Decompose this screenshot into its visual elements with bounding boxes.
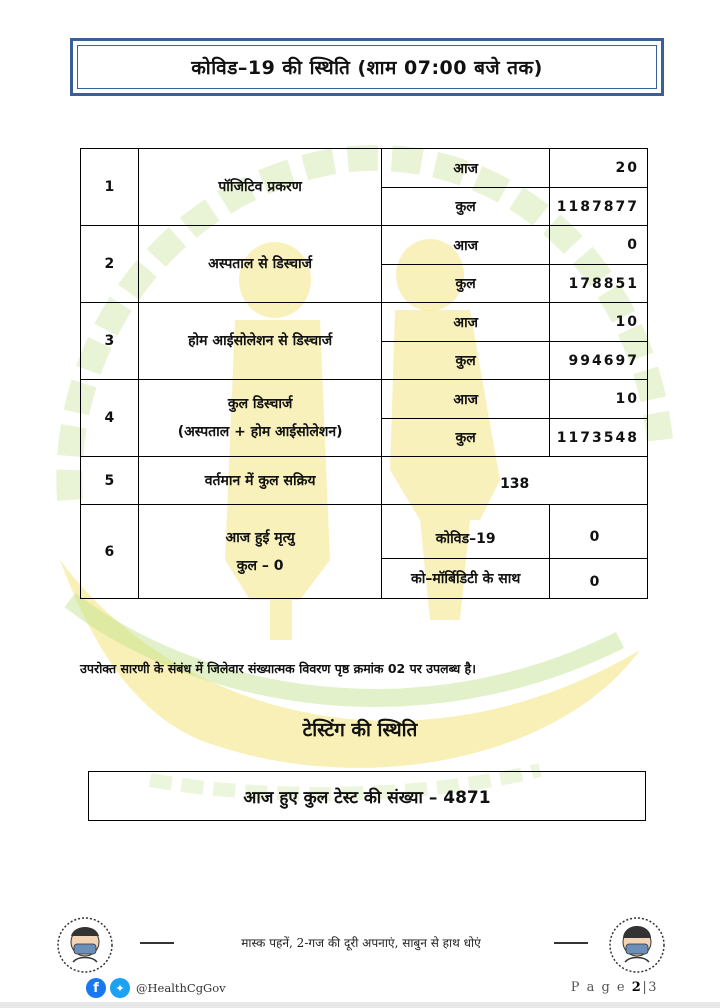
table-row [81, 457, 648, 505]
total-label: कुल [382, 342, 550, 380]
testing-section-title: टेस्टिंग की स्थिति [302, 719, 418, 741]
twitter-icon[interactable]: ✦ [110, 978, 130, 998]
total-value: 1173548 [550, 419, 648, 457]
arrow-right-icon [554, 942, 588, 944]
comorbid-death-label: को–मॉर्बिडिटी के साथ [382, 559, 550, 599]
table-row [81, 303, 648, 342]
page-total: 3 [648, 980, 658, 995]
serial-number: 2 [81, 226, 139, 303]
today-value: 0 [550, 226, 648, 265]
table-row [81, 149, 648, 188]
row-label: वर्तमान में कुल सक्रिय [138, 457, 382, 505]
footer-band [56, 916, 666, 974]
row-label-line1: आज हुई मृत्यु [225, 529, 295, 546]
total-label: कुल [382, 188, 550, 226]
total-label: कुल [382, 419, 550, 457]
today-value: 10 [550, 303, 648, 342]
today-label: आज [382, 149, 550, 188]
testing-summary: आज हुए कुल टेस्ट की संख्या – 4871 [243, 787, 491, 808]
footer-slogan: मास्क पहनें, 2-गज की दूरी अपनाएं, साबुन से हाथ धोएं [241, 936, 481, 950]
serial-number: 3 [81, 303, 139, 380]
covid-death-label: कोविड–19 [382, 505, 550, 559]
today-label: आज [382, 226, 550, 265]
row-label: होम आईसोलेशन से डिस्चार्ज [138, 303, 382, 380]
row-label [138, 505, 382, 599]
bottom-bar [0, 1002, 720, 1008]
row-label [138, 380, 382, 457]
covid-death-value: 0 [550, 505, 648, 559]
serial-number: 1 [81, 149, 139, 226]
today-label: आज [382, 303, 550, 342]
covid-status-table [80, 148, 648, 599]
total-value: 994697 [550, 342, 648, 380]
table-row [81, 380, 648, 419]
masked-face-icon [56, 916, 114, 974]
table-row [81, 226, 648, 265]
total-value: 1187877 [550, 188, 648, 226]
row-label-line2: (अस्पताल + होम आईसोलेशन) [177, 424, 343, 440]
page-prefix: P a g e [570, 980, 627, 995]
handle-text: @HealthCgGov [136, 981, 226, 995]
page-title: कोविड–19 की स्थिति (शाम 07:00 बजे तक) [77, 45, 657, 89]
today-value: 10 [550, 380, 648, 419]
row-label: पॉजिटिव प्रकरण [138, 149, 382, 226]
page-number: P a g e 2|3 [570, 980, 658, 995]
facebook-icon[interactable]: f [86, 978, 106, 998]
serial-number: 4 [81, 380, 139, 457]
total-label: कुल [382, 265, 550, 303]
table-row [81, 505, 648, 559]
row-label: अस्पताल से डिस्चार्ज [138, 226, 382, 303]
today-label: आज [382, 380, 550, 419]
total-value: 178851 [550, 265, 648, 303]
page-current: 2 [631, 980, 643, 995]
serial-number: 5 [81, 457, 139, 505]
masked-face-icon [608, 916, 666, 974]
today-value: 20 [550, 149, 648, 188]
testing-summary-box [88, 771, 646, 821]
active-value: 138 [382, 457, 648, 505]
row-label-line1: कुल डिस्चार्ज [227, 396, 293, 412]
social-handle [86, 978, 226, 998]
serial-number: 6 [81, 505, 139, 599]
district-detail-note: उपरोक्त सारणी के संबंध में जिलेवार संख्यात्मक विवरण पृष्ठ क्रमांक 02 पर उपलब्ध है। [80, 661, 476, 676]
row-label-line2: कुल – 0 [236, 557, 284, 574]
comorbid-death-value: 0 [550, 559, 648, 599]
title-box [70, 38, 664, 96]
